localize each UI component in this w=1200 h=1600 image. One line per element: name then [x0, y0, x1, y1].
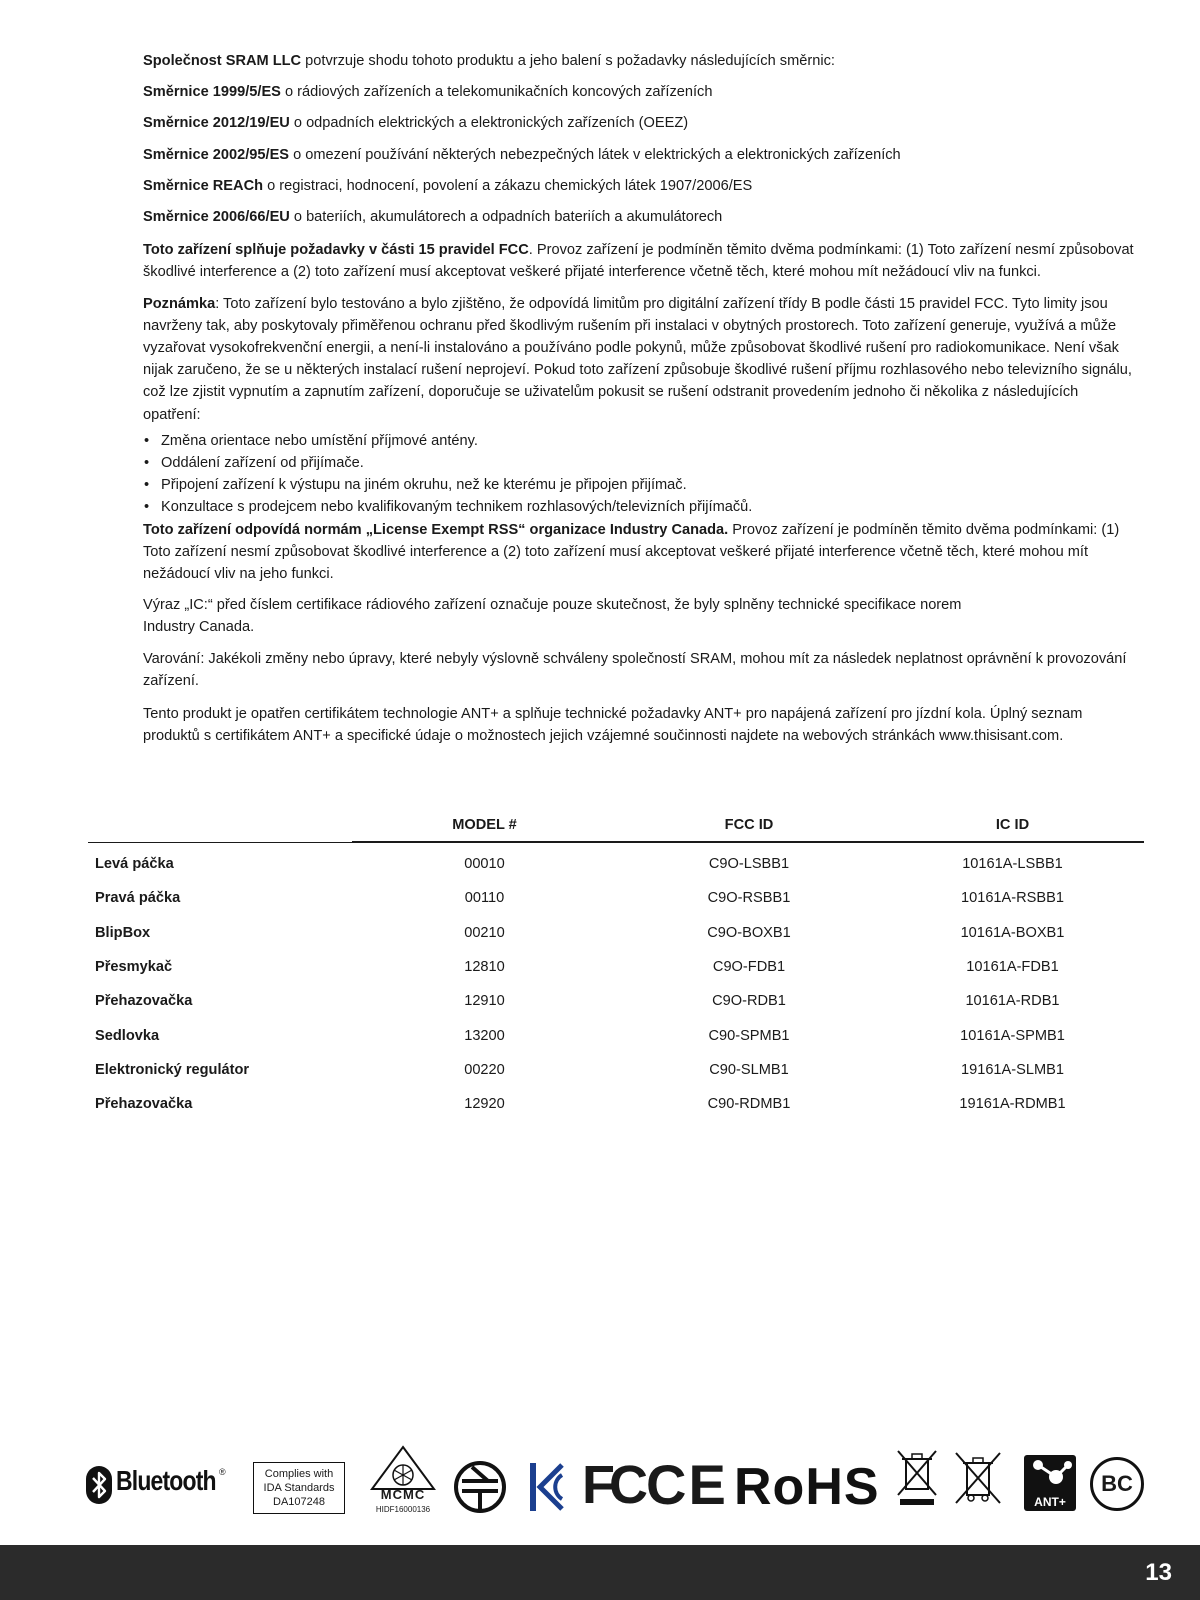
fcc-title: Toto zařízení splňuje požadavky v části 15 pravidel FCC — [143, 242, 529, 259]
component-name: Přesmykač — [95, 959, 173, 976]
ida-line: IDA Standards — [263, 1482, 335, 1494]
component-name: Sedlovka — [95, 1027, 160, 1044]
bluetooth-wordmark: Bluetooth — [116, 1465, 216, 1496]
model-number: 12810 — [464, 959, 505, 976]
list-item: • Změna orientace nebo umístění příjmové antény. — [143, 430, 1138, 452]
table-row — [88, 916, 1144, 950]
table-row — [88, 1087, 1144, 1121]
note-title: Poznámka — [143, 295, 216, 312]
model-id-table — [88, 815, 1144, 1121]
fcc-id: C90-SLMB1 — [709, 1061, 789, 1078]
table-row — [88, 984, 1144, 1018]
component-name: Pravá páčka — [95, 890, 181, 907]
intro-text: potvrzuje shodu tohoto produktu a jeho balení s požadavky následujících směrnic: — [301, 53, 835, 69]
component-name: Přehazovačka — [95, 993, 193, 1010]
model-number: 12920 — [464, 1096, 505, 1113]
mcmc-id: HIDF16000136 — [375, 1505, 431, 1514]
canada-paragraph — [143, 519, 1138, 586]
directive-2 — [143, 112, 1138, 134]
ida-compliance-box — [253, 1462, 345, 1514]
directive-title: Směrnice 2012/19/EU — [143, 115, 290, 132]
telec-mark-icon — [452, 1459, 508, 1515]
column-header-ic: IC ID — [881, 815, 1144, 842]
model-number: 00220 — [464, 1061, 505, 1078]
component-name: BlipBox — [95, 924, 151, 941]
weee-bin-icon — [894, 1447, 940, 1509]
directive-1 — [143, 81, 1138, 103]
component-name: Levá páčka — [95, 855, 174, 872]
bluetooth-logo — [86, 1463, 231, 1507]
ida-line: Complies with — [264, 1468, 334, 1480]
antplus-paragraph: Tento produkt je opatřen certifikátem technologie ANT+ a splňuje technické požadavky ANT+ pro napájená zařízení pro jízdní kola. Úplný seznam produktů s certifikátem ANT+ a specifické údaje o možnostech jejich vzájemné součinnosti najdete na webových stránkách www.​thisisant.com. — [143, 706, 1083, 745]
note-paragraph — [143, 293, 1138, 426]
directive-text: o rádiových zařízeních a telekomunikačních koncových zařízeních — [280, 84, 713, 101]
model-number: 12910 — [464, 993, 505, 1010]
fcc-id: C9O-RSBB1 — [707, 890, 791, 907]
ic-note-line: Industry Canada. — [143, 619, 255, 636]
weee-bin-icon — [952, 1449, 1004, 1507]
ce-mark: CE — [646, 1453, 728, 1516]
kc-mark-icon — [528, 1461, 564, 1513]
list-item: • Oddálení zařízení od přijímače. — [143, 452, 1138, 474]
ant-plus-logo — [1024, 1455, 1076, 1511]
ic-id: 10161A-RSBB1 — [960, 890, 1065, 907]
registered-mark: ® — [219, 1467, 226, 1477]
directive-4 — [143, 175, 1138, 197]
directive-title: Směrnice REACh — [143, 177, 264, 194]
table-row — [88, 950, 1144, 984]
list-item: • Konzultace s prodejcem nebo kvalifikovaným technikem rozhlasových/televizních přijímačů. — [143, 496, 1138, 518]
note-text: : Toto zařízení bylo testováno a bylo zjištěno, že odpovídá limitům pro digitální zařízení třídy B podle části 15 pravidel FCC. Tyto limity jsou navrženy tak, aby poskytovaly přiměřenou ochranu před škodlivým rušením při instalaci v obytných prostorech. Toto zařízení generuje, využívá a může vyzařovat vysokofrekvenční energii, a není-li instalováno a používáno podle pokynů, může způsobovat škodlivé rušení pro radiokomunikace. Není však nijak zaručeno, že se u některých instalací rušení neprojeví. Pokud toto zařízení způsobuje škodlivé rušení příjmu rozhlasového nebo televizního signálu, což lze zjistit vypnutím a zapnutím zařízení, doporučuje se uživatelům pokusit se rušení odstranit provedením jednoho či několika z následujících opatření: — [143, 295, 1132, 423]
ic-id: 19161A-SLMB1 — [960, 1061, 1065, 1078]
table-header-row — [88, 815, 1144, 842]
certification-logos — [86, 1455, 1146, 1519]
fcc-id: C9O-BOXB1 — [707, 924, 791, 941]
table-row — [88, 1053, 1144, 1087]
warning-paragraph: Varování: Jakékoli změny nebo úpravy, které nebyly výslovně schváleny společností SRAM, mohou mít za následek neplatnost oprávnění k provozování zařízení. — [143, 650, 1127, 689]
fcc-logo: FC — [582, 1455, 642, 1515]
ida-line: DA107248 — [273, 1496, 325, 1508]
fcc-text: . Provoz zařízení je podmíněn těmito dvěma podmínkami: (1) Toto zařízení nesmí způsobovat škodlivé interference a (2) toto zařízení musí akceptovat veškeré přijaté interference včetně těch, které mohou mít nežádoucí vliv na funkci. — [143, 242, 1134, 281]
table-row — [88, 881, 1144, 915]
measures-list — [143, 430, 1138, 519]
column-header-model: MODEL # — [352, 815, 617, 842]
directive-text: o odpadních elektrických a elektronických zařízeních (OEEZ) — [289, 115, 689, 132]
component-name: Přehazovačka — [95, 1096, 193, 1113]
fcc-id: C90-RDMB1 — [707, 1096, 791, 1113]
ic-id: 10161A-BOXB1 — [960, 924, 1065, 941]
model-number: 00010 — [464, 856, 505, 873]
ant-plus-wordmark: ANT+ — [1034, 1495, 1066, 1509]
fcc-id: C9O-RDB1 — [712, 993, 786, 1010]
directive-title: Směrnice 2006/66/EU — [143, 209, 290, 226]
directive-text: o bateriích, akumulátorech a odpadních bateriích a akumulátorech — [289, 209, 723, 226]
directive-title: Směrnice 1999/5/ES — [143, 84, 281, 101]
column-header-fcc: FCC ID — [617, 815, 881, 842]
ic-id: 19161A-RDMB1 — [959, 1096, 1066, 1113]
component-name: Elektronický regulátor — [95, 1061, 250, 1078]
page-footer — [0, 1545, 1200, 1600]
fcc-id: C9O-LSBB1 — [708, 856, 790, 873]
directive-5 — [143, 206, 1138, 228]
canada-title: Toto zařízení odpovídá normám „License Exempt RSS“ organizace Industry Canada. — [143, 521, 729, 538]
compliance-text — [143, 50, 1138, 756]
bc-wordmark: BC — [1101, 1471, 1133, 1496]
directive-title: Směrnice 2002/95/ES — [143, 146, 290, 163]
ant-plus-icon — [1024, 1455, 1076, 1493]
fcc-paragraph — [143, 239, 1138, 283]
bc-logo — [1090, 1457, 1144, 1511]
ic-id: 10161A-RDB1 — [965, 993, 1060, 1010]
fcc-id: C90-SPMB1 — [708, 1027, 790, 1044]
bluetooth-icon — [86, 1466, 112, 1504]
directive-text: o omezení používání některých nebezpečných látek v elektrických a elektronických zařízeních — [289, 146, 901, 163]
mcmc-wordmark: MCMC — [380, 1487, 426, 1502]
column-header — [88, 815, 352, 842]
company-name: Společnost SRAM LLC — [143, 53, 302, 69]
ic-note-line: Výraz „IC:“ před číslem certifikace rádiového zařízení označuje pouze skutečnost, že byly splněny technické specifikace norem — [143, 597, 962, 614]
directive-text: o registraci, hodnocení, povolení a zákazu chemických látek 1907/2006/ES — [263, 177, 753, 194]
canada-text: Provoz zařízení je podmíněn těmito dvěma podmínkami: (1) Toto zařízení nesmí způsobovat škodlivé interference a (2) toto zařízení musí akceptovat veškeré přijaté interference včetně těch, které mohou mít nežádoucí vliv na jeho funkci. — [143, 521, 1120, 583]
page-number: 13 — [1145, 1559, 1172, 1586]
ic-note-paragraph — [143, 594, 1138, 638]
ic-id: 10161A-LSBB1 — [962, 856, 1063, 873]
fcc-id: C9O-FDB1 — [712, 959, 786, 976]
directive-3 — [143, 144, 1138, 166]
model-number: 13200 — [464, 1027, 505, 1044]
ic-id: 10161A-FDB1 — [966, 959, 1059, 976]
intro-paragraph — [143, 50, 1138, 72]
table-row — [88, 1018, 1144, 1052]
rohs-logo: RoHS — [734, 1458, 880, 1516]
ic-id: 10161A-SPMB1 — [960, 1027, 1065, 1044]
list-item: • Připojení zařízení k výstupu na jiném okruhu, než ke kterému je připojen přijímač. — [143, 474, 1138, 496]
model-number: 00110 — [464, 890, 505, 907]
model-number: 00210 — [464, 924, 505, 941]
table-row — [88, 842, 1144, 881]
mcmc-logo — [368, 1445, 438, 1525]
